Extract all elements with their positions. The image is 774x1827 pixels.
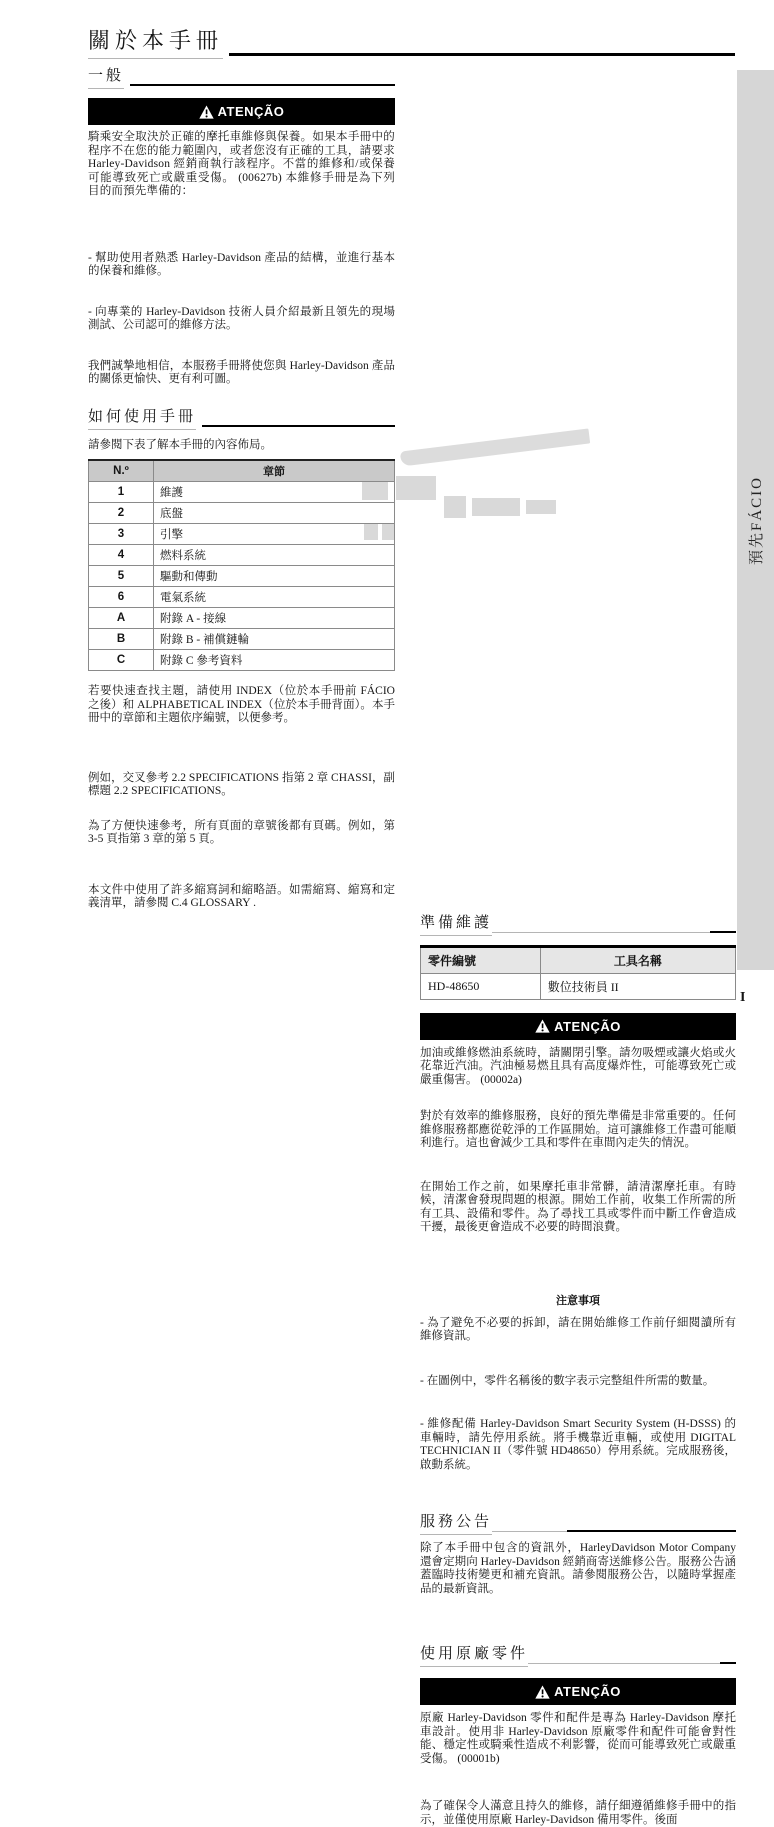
heading-text: 準備維護 <box>420 911 492 936</box>
table-row <box>89 566 395 587</box>
heading-rule-gray <box>492 932 710 933</box>
heading-rule <box>202 425 395 427</box>
cell-number: C <box>89 650 154 671</box>
heading-text: 如何使用手冊 <box>88 405 196 430</box>
side-tab-label: 預先FÁCIO <box>745 475 766 564</box>
section-heading-genuine-parts <box>420 1642 736 1667</box>
cell-number: 1 <box>89 482 154 503</box>
heading-rule-gray <box>528 1663 720 1664</box>
paragraph: 為了方便快速參考，所有頁面的章號後都有頁碼。例如，第 3-5 頁指第 3 章的第 5 頁。 <box>88 820 395 847</box>
paragraph: 除了本手冊中包含的資訊外，HarleyDavidson Motor Company 還會定期向 Harley-Davidson 經銷商寄送維修公告。服務公告涵蓋臨時技術變更和補充資訊。請參閱服務公告，以隨時掌握產品的最新資訊。 <box>420 1542 736 1596</box>
table-row <box>89 503 395 524</box>
right-column <box>420 911 736 1827</box>
heading-rule-gray <box>492 1531 567 1532</box>
cell-number: 2 <box>89 503 154 524</box>
cell-chapter: 電氣系統 <box>154 587 395 608</box>
chapter-table <box>88 459 395 671</box>
heading-text: 使用原廠零件 <box>420 1642 528 1667</box>
left-column <box>88 64 395 911</box>
paragraph: 為了確保令人滿意且持久的維修，請仔細遵循維修手冊中的指示，並僅使用原廠 Harley-Davidson 備用零件。後面 <box>420 1800 736 1827</box>
cell-number: B <box>89 629 154 650</box>
cell-tool-name: 數位技術員 II <box>540 973 735 999</box>
cell-part-number: HD-48650 <box>421 973 541 999</box>
heading-rule <box>130 84 395 86</box>
table-row <box>89 608 395 629</box>
warning-label: ATENÇÃO <box>554 1684 621 1699</box>
cell-chapter: 維護 <box>154 482 395 503</box>
cell-number: 6 <box>89 587 154 608</box>
warning-label: ATENÇÃO <box>218 104 285 119</box>
heading-rule <box>720 1662 736 1664</box>
col-header-number: N.º <box>89 460 154 482</box>
watermark-block <box>526 500 556 514</box>
note-item: - 維修配備 Harley-Davidson Smart Security System (H-DSSS) 的車輛時，請先停用系統。將手機靠近車輛，或使用 DIGITAL TECHNICIAN II（零件號 HD48650）停用系統。完成服務後，啟動系統。 <box>420 1418 736 1472</box>
chapter-side-tab <box>737 70 774 970</box>
watermark-block <box>444 496 466 518</box>
warning-banner <box>88 98 395 125</box>
section-heading-how-to-use <box>88 405 395 430</box>
title-rule <box>229 53 735 56</box>
section-heading-bulletins <box>420 1510 736 1535</box>
watermark-swoosh <box>400 428 590 466</box>
heading-rule <box>567 1530 736 1532</box>
table-row <box>89 650 395 671</box>
paragraph: 對於有效率的維修服務，良好的預先準備是非常重要的。任何維修服務都應從乾淨的工作區開始。這可讓維修工作盡可能順利進行。這也會減少工具和零件在車間內走失的情況。 <box>420 1110 736 1151</box>
warning-triangle-icon <box>535 1685 550 1699</box>
cell-chapter: 驅動和傳動 <box>154 566 395 587</box>
section-heading-prepare <box>420 911 736 936</box>
warning-banner <box>420 1013 736 1040</box>
col-header-chapter: 章節 <box>154 460 395 482</box>
cell-number: 3 <box>89 524 154 545</box>
warning-paragraph: 加油或維修燃油系統時，請關閉引擎。請勿吸煙或讓火焰或火花靠近汽油。汽油極易燃且具有高度爆炸性，可能導致死亡或嚴重傷害。 (00002a) <box>420 1047 736 1088</box>
table-row <box>89 587 395 608</box>
cell-number: 4 <box>89 545 154 566</box>
warning-paragraph: 騎乘安全取決於正確的摩托車維修與保養。如果本手冊中的程序不在您的能力範圍內，或者您沒有正確的工具，請要求 Harley-Davidson 經銷商執行該程序。不當的維修和/或保養可能導致死亡或嚴重受傷。 (00627b) 本維修手冊是為下列目的而預先準備的： <box>88 131 395 199</box>
bullet-item: - 向專業的 Harley-Davidson 技術人員介紹最新且領先的現場測試、公司認可的維修方法。 <box>88 306 395 333</box>
page-title: 關於本手冊 <box>88 24 223 59</box>
cell-number: A <box>89 608 154 629</box>
warning-banner <box>420 1678 736 1705</box>
heading-text: 一般 <box>88 64 124 89</box>
note-heading: 注意事項 <box>420 1292 736 1308</box>
cell-chapter: 附錄 A - 接線 <box>154 608 395 629</box>
table-row <box>89 545 395 566</box>
cell-number: 5 <box>89 566 154 587</box>
bullet-item: - 幫助使用者熟悉 Harley-Davidson 產品的結構，並進行基本的保養和維修。 <box>88 252 395 279</box>
col-header-tool-name: 工具名稱 <box>540 946 735 973</box>
warning-label: ATENÇÃO <box>554 1019 621 1034</box>
heading-text: 服務公告 <box>420 1510 492 1535</box>
cell-chapter: 附錄 C 參考資料 <box>154 650 395 671</box>
note-item: - 在圖例中，零件名稱後的數字表示完整組件所需的數量。 <box>420 1375 736 1389</box>
cell-chapter: 引擎 <box>154 524 395 545</box>
paragraph: 在開始工作之前，如果摩托車非常髒，請清潔摩托車。有時候，清潔會發現問題的根源。開始工作前，收集工作所需的所有工具、設備和零件。為了尋找工具或零件而中斷工作會造成干擾，最後更會造成不必要的時間浪費。 <box>420 1181 736 1235</box>
cell-chapter: 燃料系統 <box>154 545 395 566</box>
table-row <box>89 482 395 503</box>
cell-chapter: 附錄 B - 補償鏈輪 <box>154 629 395 650</box>
warning-triangle-icon <box>199 105 214 119</box>
paragraph: 本文件中使用了許多縮寫詞和縮略語。如需縮寫、縮寫和定義清單，請參閱 C.4 GLOSSARY . <box>88 884 395 911</box>
paragraph: 若要快速查找主題，請使用 INDEX（位於本手冊前 FÁCIO 之後）和 ALPHABETICAL INDEX（位於本手冊背面）。本手冊中的章節和主題依序編號，以便參考。 <box>88 685 395 726</box>
page-title-row <box>88 24 735 59</box>
paragraph: 我們誠摯地相信，本服務手冊將使您與 Harley-Davidson 產品的關係更愉快、更有利可圖。 <box>88 360 395 387</box>
warning-triangle-icon <box>535 1019 550 1033</box>
watermark-block <box>472 498 520 516</box>
section-heading-general <box>88 64 395 89</box>
table-row <box>89 629 395 650</box>
note-item: - 為了避免不必要的拆卸，請在開始維修工作前仔細閱讀所有維修資訊。 <box>420 1317 736 1344</box>
watermark-block <box>396 476 436 500</box>
table-row <box>89 524 395 545</box>
paragraph: 請參閱下表了解本手冊的內容佈局。 <box>88 439 395 453</box>
heading-rule <box>710 931 736 933</box>
table-row <box>421 973 736 999</box>
page-number: I <box>740 990 745 1006</box>
tool-table <box>420 945 736 1000</box>
col-header-part-number: 零件編號 <box>421 946 541 973</box>
table-header-row <box>89 460 395 482</box>
warning-paragraph: 原廠 Harley-Davidson 零件和配件是專為 Harley-Davidson 摩托車設計。使用非 Harley-Davidson 原廠零件和配件可能會對性能、穩定性或騎乘性造成不利影響，從而可能導致死亡或嚴重受傷。 (00001b) <box>420 1712 736 1766</box>
table-header-row <box>421 946 736 973</box>
cell-chapter: 底盤 <box>154 503 395 524</box>
paragraph: 例如，交叉參考 2.2 SPECIFICATIONS 指第 2 章 CHASSI，副標題 2.2 SPECIFICATIONS。 <box>88 772 395 799</box>
